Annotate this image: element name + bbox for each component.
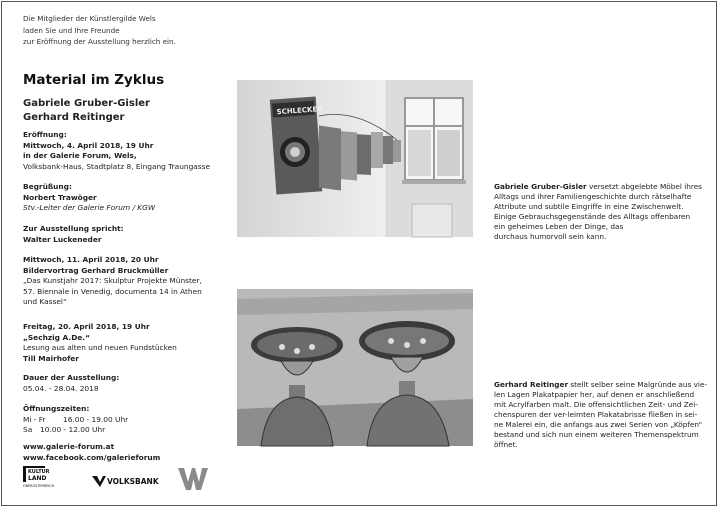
intro-line: zur Eröffnung der Ausstellung herzlich ein.	[23, 37, 176, 46]
opening-venue: in der Galerie Forum, Wels,	[23, 151, 137, 161]
caption-reitinger	[494, 380, 707, 450]
duration-heading: Dauer der Ausstellung:	[23, 373, 120, 382]
duration-dates: 05.04. - 28.04. 2018	[23, 383, 99, 393]
lecture-title: Bildervortrag Gerhard Bruckmüller	[23, 265, 169, 275]
reading-name: Till Mairhofer	[23, 353, 79, 363]
lecture-date: Mittwoch, 11. April 2018, 20 Uhr	[23, 255, 159, 264]
welcome-name: Norbert Trawöger	[23, 192, 97, 202]
land-text: LAND	[28, 475, 47, 482]
hours-row	[23, 425, 128, 436]
hours-days: Sa	[23, 425, 33, 435]
volksbank-logo-graphic	[92, 474, 159, 488]
caption-line: chenspuren der ver-leimten Plakatabrisse fließen in sei-	[494, 410, 698, 419]
website-link[interactable]: www.galerie-forum.at	[23, 442, 115, 451]
hours-days: Mi - Fr	[23, 414, 46, 424]
lecture-text: „Das Kunstjahr 2017: Skulptur Projekte Münster,	[23, 276, 202, 286]
caption-line: versetzt abgelebte Möbel ihres	[586, 182, 702, 191]
volksbank-text: VOLKSBANK	[107, 477, 159, 486]
welcome-heading: Begrüßung:	[23, 182, 72, 191]
kultur-text: KULTUR	[28, 469, 50, 475]
speech-section	[23, 224, 124, 245]
caption-line: durchaus humorvoll sein kann.	[494, 232, 607, 241]
w-logo-graphic	[178, 468, 208, 490]
caption-line: ein geheimes Leben der Dinge, das	[494, 222, 624, 231]
installation-photo-graphic	[237, 80, 473, 237]
caption-line: mit Acrylfarben malt. Die offensichtlichen Zeit- und Zei-	[494, 400, 698, 409]
reading-section	[23, 322, 177, 364]
intro-line: Die Mitglieder der Künstlergilde Wels	[23, 14, 156, 23]
opening-date: Mittwoch, 4. April 2018, 19 Uhr	[23, 140, 154, 150]
caption-line: stellt selber seine Malgründe aus vie-	[568, 380, 708, 389]
hours-time: 10.00 - 12.00 Uhr	[40, 425, 106, 435]
artist-name: Gabriele Gruber-Gisler	[23, 98, 150, 109]
links-section	[23, 442, 160, 463]
caption-line: len Lagen Plakatpapier her, auf denen er anschließend	[494, 390, 695, 399]
caption-gruber-gisler	[494, 182, 707, 242]
intro-line: laden Sie und Ihre Freunde	[23, 25, 120, 35]
hours-section	[23, 404, 128, 436]
welcome-role: Stv.-Leiter der Galerie Forum / KGW	[23, 203, 156, 213]
caption-line: Attribute und subtile Eingriffe in eine Zwischenwelt.	[494, 202, 684, 211]
painting-photo-graphic	[237, 289, 473, 446]
artist-names	[23, 97, 150, 125]
w-logo	[178, 468, 208, 494]
speech-heading: Zur Ausstellung spricht:	[23, 224, 124, 233]
kultur-land-logo-graphic	[23, 466, 55, 492]
caption-line: Alltags und ihrer Familiengeschichte durch rätselhafte	[494, 192, 692, 201]
opening-address: Volksbank-Haus, Stadtplatz 8, Eingang Traungasse	[23, 161, 211, 171]
volksbank-logo	[92, 473, 159, 492]
lecture-section	[23, 255, 202, 308]
hours-time: 16.00 - 19.00 Uhr	[63, 414, 129, 424]
invitation-intro	[23, 13, 176, 48]
opening-heading: Eröffnung:	[23, 130, 67, 139]
duration-section	[23, 373, 119, 394]
speech-name: Walter Luckeneder	[23, 234, 102, 244]
reading-title: „Sechzig A.De.“	[23, 332, 91, 342]
installation-photo	[237, 80, 473, 237]
opening-section	[23, 130, 210, 172]
welcome-section	[23, 182, 155, 214]
caption-line: öffnet.	[494, 440, 518, 449]
kultur-land-logo	[23, 466, 55, 490]
reading-text: Lesung aus alten und neuen Fundstücken	[23, 343, 177, 353]
caption-line: bestand und sich nun einem weiteren Themenspektrum	[494, 430, 699, 439]
caption-artist-name: Gerhard Reitinger	[494, 380, 569, 389]
hours-heading: Öffnungszeiten:	[23, 404, 90, 413]
oberoesterreich-text: OBERÖSTERREICH	[23, 484, 55, 488]
caption-line: Einige Gebrauchsgegenstände des Alltags offenbaren	[494, 212, 691, 221]
schlecker-label: SCHLECKER	[276, 105, 323, 117]
caption-line: ne Malerei ein, die anfangs aus zwei Serien von „Köpfen“	[494, 420, 703, 429]
caption-artist-name: Gabriele Gruber-Gisler	[494, 182, 587, 191]
reading-date: Freitag, 20. April 2018, 19 Uhr	[23, 322, 150, 331]
lecture-text: 57. Biennale in Venedig, documenta 14 in Athen	[23, 286, 202, 296]
hours-row	[23, 415, 128, 426]
exhibition-title: Material im Zyklus	[23, 72, 165, 88]
painting-photo	[237, 289, 473, 446]
artist-name: Gerhard Reitinger	[23, 112, 125, 123]
facebook-link[interactable]: www.facebook.com/galerieforum	[23, 452, 161, 462]
lecture-text: und Kassel“	[23, 297, 67, 307]
